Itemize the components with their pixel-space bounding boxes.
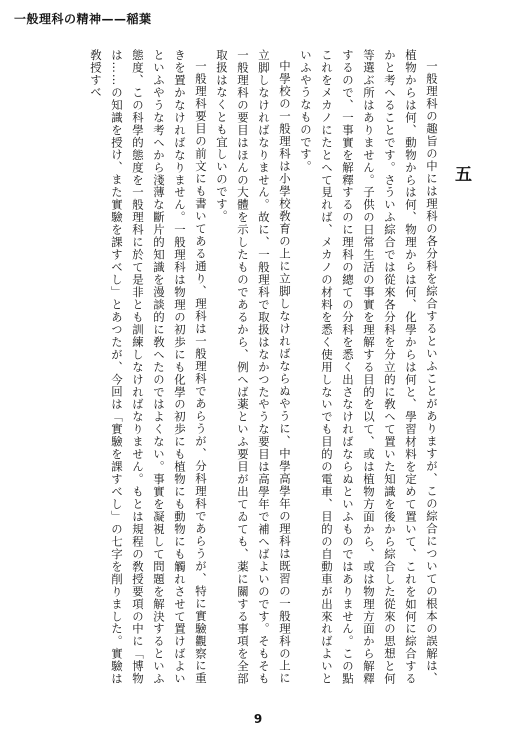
body-text [42,49,442,685]
paragraph: 一般理科の趣旨の中には理科の各分科を綜合するといふことがありますが、この綜合についての根本の誤解は、植物からは何、動物からは何、物理からは何、化學からは何と、學習材料を定めて置いて、これを如何に綜合するかと考へることです。さういふ綜合では從來各分科を分立的に敎へて置いた知識を後から綜合した從來の思想と何等選ぶ所はありません。子供の日常生活の事實を理解する目的を以て、或は植物方面から、或は物理方面から解釋するので、一事實を解釋するのに理科の總ての分科を悉く出さなければならぬといふものではありません。この點これをメカノにたとへて見れば、メカノの材料を悉く使用しないでも目的の電車、目的の自動車が出來ればよいといふやうなものです。 [299,49,439,685]
section-number: 五 [455,165,472,185]
running-head: 一般理科の精神——稲葉 [14,12,152,26]
page-number: 9 [253,712,263,726]
paragraph: 一般理科要目の前文にも書いてある通り、理科は一般理科であらうが、分科理科であらうが、特に實驗觀察に重きを置かなければなりません。一般理科は物理の初歩にも化學の初歩にも植物にも動物にも觸れさせて置けばよいといふやうな考へから淺薄な斷片的知識を漫談的に敎へたのではよくない。事實を凝視して問題を解決するといふ態度、この科學的態度を一般理科に於て是非とも訓練しなければなりません。もとは規程の敎授要項の中に「博物は……の知識を授け、また實驗を課すべし」とあつたが、今回は「實驗を課すべし」の七字を削りました。實驗は敎授すべ [89,49,208,685]
paragraph: 中學校の一般理科は小學校敎育の上に立脚しなければならぬやうに、中學高學年の理科は既習の一般理科の上に立脚しなければなりません。故に、一般理科で取扱はなかつたやうな要目は高學年で補へばよいのです。そもそも一般理科の要目はほんの大體を示したものであるから、例へば薬といふ要目が出てゐても、薬に關する事項を全部取扱はなくとも宜しいのです。 [215,49,292,685]
